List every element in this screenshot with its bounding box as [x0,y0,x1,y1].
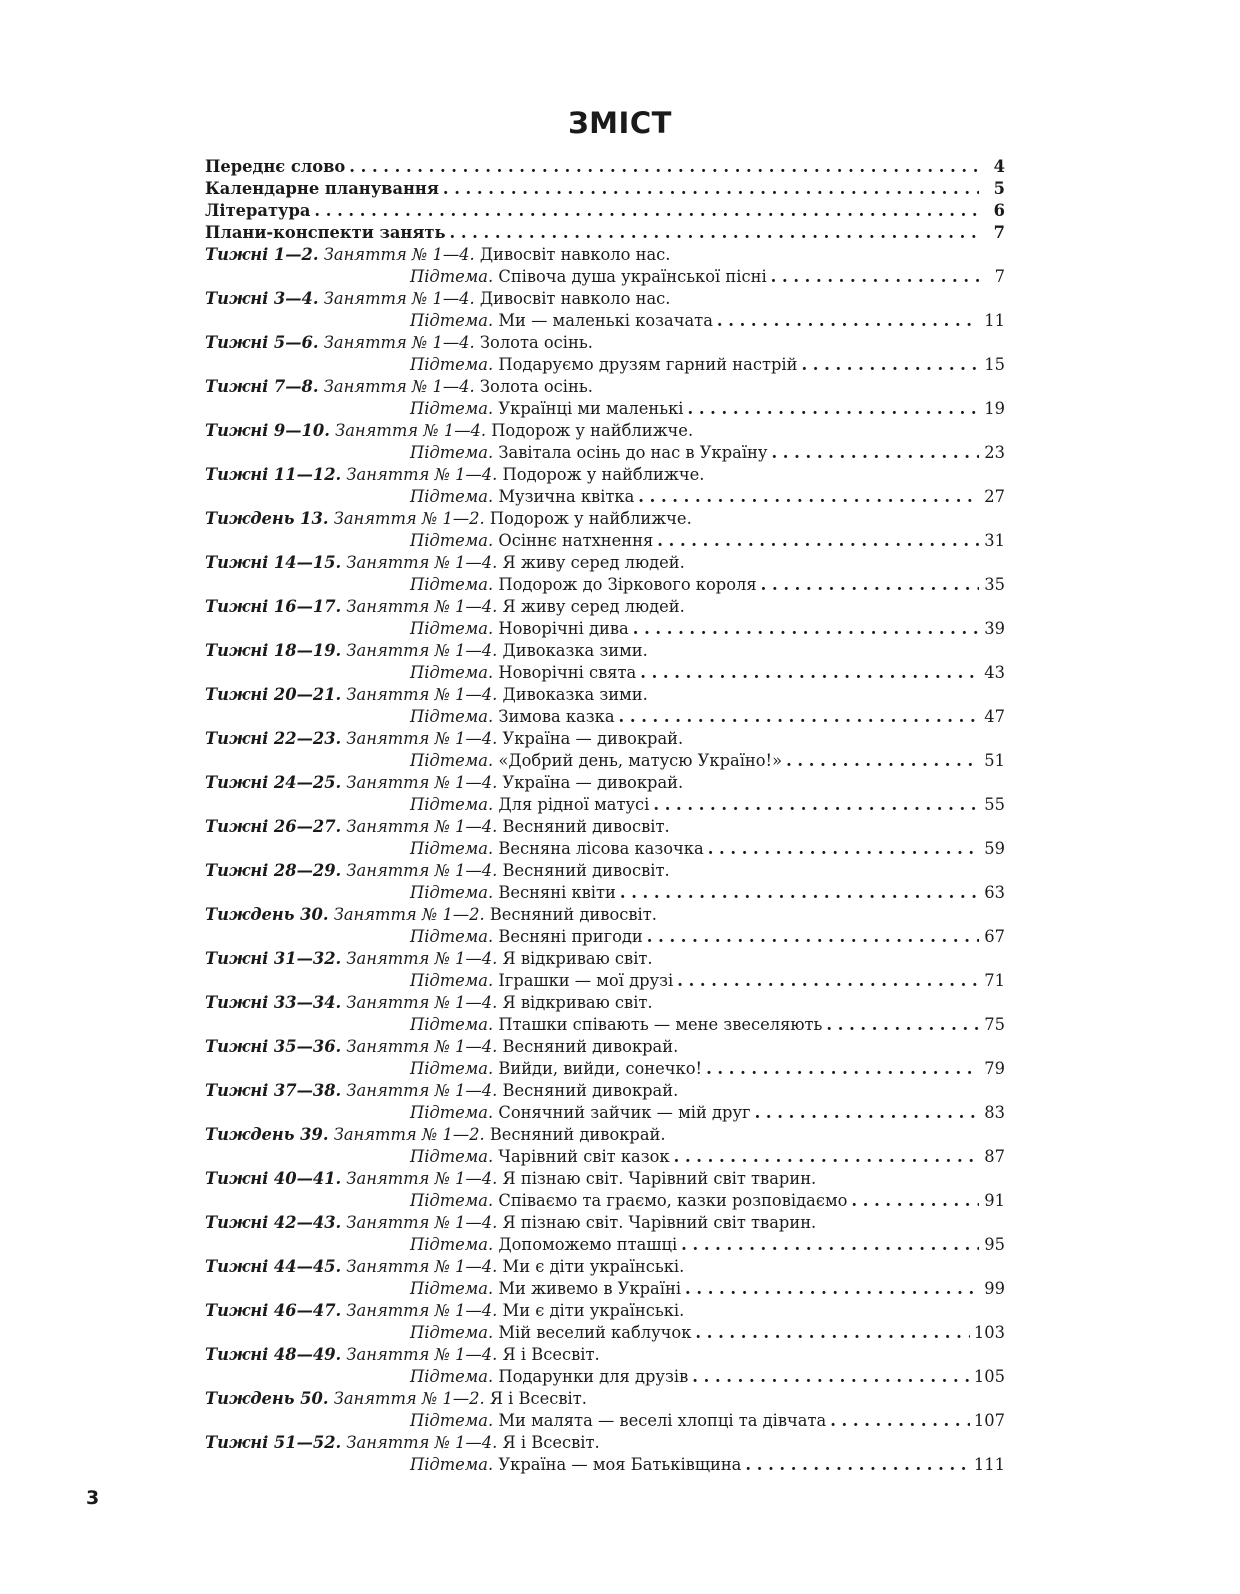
subtopic-entry[interactable] [205,1014,1005,1036]
subtopic-title: Осіннє натхнення [498,531,654,550]
subtopic-prefix: Підтема. [410,311,494,330]
lesson-label: Заняття № 1—4. [323,245,475,264]
theme-label: Подорож у найближче. [491,421,694,440]
week-entry[interactable] [205,1080,1005,1102]
lesson-label: Заняття № 1—4. [346,1433,498,1452]
subtopic-prefix: Підтема. [410,1235,494,1254]
week-entry[interactable] [205,464,1005,486]
subtopic-title: Завітала осінь до нас в Україну [498,443,768,462]
lesson-label: Заняття № 1—4. [346,597,498,616]
subtopic-page: 67 [984,927,1005,946]
subtopic-prefix: Підтема. [410,531,494,550]
subtopic-prefix: Підтема. [410,795,494,814]
subtopic-title: Зимова казка [498,707,615,726]
week-label: Тижні 18—19. [205,641,342,660]
dot-leader [443,178,979,200]
subtopic-entry[interactable] [205,1322,1005,1344]
week-label: Тижні 22—23. [205,729,342,748]
subtopic-prefix: Підтема. [410,1367,494,1386]
subtopic-title: Чарівний світ казок [498,1147,670,1166]
subtopic-entry[interactable] [205,1410,1005,1432]
subtopic-entry[interactable] [205,266,1005,288]
subtopic-entry[interactable] [205,1102,1005,1124]
week-label: Тижні 20—21. [205,685,342,704]
week-entry[interactable] [205,948,1005,970]
subtopic-entry[interactable] [205,662,1005,684]
subtopic-prefix: Підтема. [410,1147,494,1166]
subtopic-page: 95 [984,1235,1005,1254]
lesson-label: Заняття № 1—4. [346,1169,498,1188]
theme-label: Весняний дивокрай. [489,1125,666,1144]
subtopic-prefix: Підтема. [410,1323,494,1342]
lesson-label: Заняття № 1—4. [346,465,498,484]
theme-label: Я живу серед людей. [502,597,685,616]
theme-label: Я живу серед людей. [502,553,685,572]
week-entry[interactable] [205,552,1005,574]
table-of-contents [205,156,1005,1476]
week-entry[interactable] [205,1036,1005,1058]
toc-entry-page: 7 [993,223,1005,242]
subtopic-title: Іграшки — мої друзі [498,971,674,990]
subtopic-page: 59 [984,839,1005,858]
week-entry[interactable] [205,420,1005,442]
subtopic-entry[interactable] [205,618,1005,640]
lesson-label: Заняття № 1—4. [346,685,498,704]
week-entry[interactable] [205,1344,1005,1366]
subtopic-prefix: Підтема. [410,751,494,770]
week-entry[interactable] [205,684,1005,706]
subtopic-prefix: Підтема. [410,267,494,286]
week-entry[interactable] [205,816,1005,838]
theme-label: Я відкриваю світ. [502,949,653,968]
week-entry[interactable] [205,992,1005,1014]
dot-leader [647,926,979,948]
subtopic-entry[interactable] [205,1190,1005,1212]
week-label: Тижні 37—38. [205,1081,342,1100]
dot-leader [771,442,979,464]
week-label: Тижні 44—45. [205,1257,342,1276]
week-label: Тижні 5—6. [205,333,319,352]
week-label: Тиждень 39. [205,1125,329,1144]
subtopic-page: 23 [984,443,1005,462]
subtopic-page: 35 [984,575,1005,594]
lesson-label: Заняття № 1—4. [346,949,498,968]
theme-label: Я пізнаю світ. Чарівний світ тварин. [502,1213,817,1232]
dot-leader [688,398,980,420]
lesson-label: Заняття № 1—2. [333,905,485,924]
theme-label: Я і Всесвіт. [502,1433,600,1452]
theme-label: Золота осінь. [479,333,593,352]
lesson-label: Заняття № 1—4. [346,817,498,836]
subtopic-title: Подорож до Зіркового короля [498,575,757,594]
lesson-label: Заняття № 1—4. [323,333,475,352]
subtopic-entry[interactable] [205,574,1005,596]
subtopic-title: Весняна лісова казочка [498,839,704,858]
subtopic-title: Вийди, вийди, сонечко! [498,1059,703,1078]
week-label: Тижні 42—43. [205,1213,342,1232]
subtopic-title: Ми живемо в Україні [498,1279,682,1298]
subtopic-page: 71 [984,971,1005,990]
subtopic-prefix: Підтема. [410,399,494,418]
subtopic-page: 47 [984,707,1005,726]
week-entry[interactable] [205,1124,1005,1146]
subtopic-prefix: Підтема. [410,1279,494,1298]
toc-entry[interactable] [205,156,1005,178]
dot-leader [619,706,979,728]
dot-leader [830,1410,970,1432]
theme-label: Весняний дивокрай. [502,1037,679,1056]
week-label: Тижні 46—47. [205,1301,342,1320]
week-label: Тижні 3—4. [205,289,319,308]
subtopic-entry[interactable] [205,750,1005,772]
week-label: Тижні 16—17. [205,597,342,616]
week-entry[interactable] [205,860,1005,882]
week-label: Тижні 51—52. [205,1433,342,1452]
subtopic-title: Для рідної матусі [498,795,650,814]
dot-leader [692,1366,970,1388]
toc-entry-page: 5 [993,179,1005,198]
subtopic-page: 87 [984,1147,1005,1166]
theme-label: Весняний дивосвіт. [502,861,670,880]
week-entry[interactable] [205,904,1005,926]
lesson-label: Заняття № 1—2. [333,509,485,528]
subtopic-title: Допоможемо пташці [498,1235,678,1254]
week-entry[interactable] [205,596,1005,618]
lesson-label: Заняття № 1—4. [346,1257,498,1276]
subtopic-entry[interactable] [205,970,1005,992]
subtopic-page: 55 [984,795,1005,814]
dot-leader [826,1014,979,1036]
lesson-label: Заняття № 1—2. [333,1389,485,1408]
week-label: Тижні 48—49. [205,1345,342,1364]
theme-label: Весняний дивосвіт. [489,905,657,924]
toc-entry-label: Література [205,201,311,220]
lesson-label: Заняття № 1—4. [346,553,498,572]
dot-leader [708,838,979,860]
dot-leader [653,794,979,816]
theme-label: Україна — дивокрай. [502,729,684,748]
subtopic-entry[interactable] [205,310,1005,332]
theme-label: Весняний дивосвіт. [502,817,670,836]
subtopic-prefix: Підтема. [410,1015,494,1034]
week-entry[interactable] [205,288,1005,310]
subtopic-title: Співоча душа української пісні [498,267,767,286]
subtopic-prefix: Підтема. [410,355,494,374]
week-label: Тижні 31—32. [205,949,342,968]
subtopic-prefix: Підтема. [410,443,494,462]
lesson-label: Заняття № 1—4. [346,1213,498,1232]
page-number: 3 [86,1487,100,1509]
theme-label: Я і Всесвіт. [502,1345,600,1364]
week-entry[interactable] [205,1432,1005,1454]
subtopic-entry[interactable] [205,1146,1005,1168]
subtopic-title: Подарунки для друзів [498,1367,689,1386]
lesson-label: Заняття № 1—4. [346,773,498,792]
lesson-label: Заняття № 1—4. [346,1037,498,1056]
dot-leader [657,530,979,552]
subtopic-entry[interactable] [205,794,1005,816]
subtopic-page: 105 [973,1367,1005,1386]
week-label: Тижні 7—8. [205,377,319,396]
subtopic-title: Мій веселий каблучок [498,1323,692,1342]
lesson-label: Заняття № 1—2. [333,1125,485,1144]
subtopic-page: 79 [984,1059,1005,1078]
subtopic-entry[interactable] [205,1278,1005,1300]
subtopic-entry[interactable] [205,398,1005,420]
week-label: Тижні 33—34. [205,993,342,1012]
theme-label: Весняний дивокрай. [502,1081,679,1100]
week-entry[interactable] [205,728,1005,750]
subtopic-page: 11 [984,311,1005,330]
subtopic-title: Ми малята — веселі хлопці та дівчата [498,1411,827,1430]
subtopic-entry[interactable] [205,530,1005,552]
subtopic-prefix: Підтема. [410,487,494,506]
week-entry[interactable] [205,508,1005,530]
dot-leader [761,574,979,596]
dot-leader [745,1454,970,1476]
subtopic-entry[interactable] [205,706,1005,728]
subtopic-title: Музична квітка [498,487,635,506]
subtopic-entry[interactable] [205,882,1005,904]
subtopic-page: 19 [984,399,1005,418]
subtopic-prefix: Підтема. [410,1059,494,1078]
week-label: Тижні 35—36. [205,1037,342,1056]
toc-entry-page: 6 [993,201,1005,220]
theme-label: Я і Всесвіт. [489,1389,587,1408]
toc-entry-label: Плани-конспекти занять [205,223,446,242]
dot-leader [851,1190,979,1212]
subtopic-title: Подаруємо друзям гарний настрій [498,355,798,374]
subtopic-prefix: Підтема. [410,883,494,902]
subtopic-entry[interactable] [205,1366,1005,1388]
subtopic-title: Сонячний зайчик — мій друг [498,1103,751,1122]
theme-label: Я пізнаю світ. Чарівний світ тварин. [502,1169,817,1188]
dot-leader [640,662,979,684]
theme-label: Золота осінь. [479,377,593,396]
subtopic-page: 15 [984,355,1005,374]
subtopic-entry[interactable] [205,486,1005,508]
subtopic-title: Співаємо та граємо, казки розповідаємо [498,1191,848,1210]
dot-leader [450,222,980,244]
subtopic-title: Новорічні дива [498,619,629,638]
subtopic-prefix: Підтема. [410,1411,494,1430]
week-entry[interactable] [205,1168,1005,1190]
subtopic-prefix: Підтема. [410,619,494,638]
week-label: Тиждень 30. [205,905,329,924]
subtopic-prefix: Підтема. [410,707,494,726]
week-entry[interactable] [205,1212,1005,1234]
theme-label: Дивосвіт навколо нас. [479,245,671,264]
subtopic-entry[interactable] [205,442,1005,464]
toc-entry[interactable] [205,222,1005,244]
subtopic-prefix: Підтема. [410,927,494,946]
dot-leader [677,970,979,992]
subtopic-page: 75 [984,1015,1005,1034]
dot-leader [685,1278,979,1300]
weeks-list [205,244,1005,1476]
subtopic-entry[interactable] [205,1454,1005,1476]
theme-label: Подорож у найближче. [502,465,705,484]
dot-leader [717,310,979,332]
theme-label: Україна — дивокрай. [502,773,684,792]
subtopic-prefix: Підтема. [410,971,494,990]
week-entry[interactable] [205,1388,1005,1410]
subtopic-entry[interactable] [205,354,1005,376]
dot-leader [786,750,979,772]
subtopic-prefix: Підтема. [410,1191,494,1210]
week-entry[interactable] [205,332,1005,354]
toc-entry-label: Переднє слово [205,157,346,176]
subtopic-entry[interactable] [205,838,1005,860]
week-label: Тижні 28—29. [205,861,342,880]
page-title: ЗМІСТ [568,106,672,140]
dot-leader [674,1146,979,1168]
dot-leader [638,486,979,508]
theme-label: Дивоказка зими. [502,641,648,660]
dot-leader [681,1234,979,1256]
subtopic-entry[interactable] [205,1058,1005,1080]
theme-label: Ми є діти українські. [502,1257,685,1276]
dot-leader [706,1058,979,1080]
week-label: Тижні 9—10. [205,421,330,440]
dot-leader [755,1102,979,1124]
subtopic-page: 43 [984,663,1005,682]
toc-entry-page: 4 [993,157,1005,176]
theme-label: Я відкриваю світ. [502,993,653,1012]
week-entry[interactable] [205,1300,1005,1322]
dot-leader [349,156,979,178]
subtopic-prefix: Підтема. [410,663,494,682]
lesson-label: Заняття № 1—4. [335,421,487,440]
theme-label: Подорож у найближче. [489,509,692,528]
subtopic-title: Українці ми маленькі [498,399,684,418]
week-label: Тижні 1—2. [205,245,319,264]
dot-leader [314,200,979,222]
subtopic-page: 31 [984,531,1005,550]
lesson-label: Заняття № 1—4. [346,993,498,1012]
subtopic-title: Ми — маленькі козачата [498,311,713,330]
week-entry[interactable] [205,640,1005,662]
week-label: Тижні 26—27. [205,817,342,836]
subtopic-page: 51 [984,751,1005,770]
subtopic-page: 27 [984,487,1005,506]
lesson-label: Заняття № 1—4. [346,1081,498,1100]
lesson-label: Заняття № 1—4. [346,729,498,748]
subtopic-page: 91 [984,1191,1005,1210]
theme-label: Дивосвіт навколо нас. [479,289,671,308]
week-label: Тиждень 50. [205,1389,329,1408]
lesson-label: Заняття № 1—4. [346,1301,498,1320]
week-label: Тижні 40—41. [205,1169,342,1188]
dot-leader [771,266,979,288]
subtopic-prefix: Підтема. [410,1103,494,1122]
lesson-label: Заняття № 1—4. [346,861,498,880]
subtopic-title: Весняні пригоди [498,927,643,946]
week-entry[interactable] [205,1256,1005,1278]
subtopic-title: Новорічні свята [498,663,637,682]
lesson-label: Заняття № 1—4. [346,641,498,660]
dot-leader [620,882,979,904]
subtopic-prefix: Підтема. [410,1455,494,1474]
toc-entry[interactable] [205,200,1005,222]
subtopic-page: 63 [984,883,1005,902]
subtopic-page: 7 [994,267,1005,286]
theme-label: Дивоказка зими. [502,685,648,704]
theme-label: Ми є діти українські. [502,1301,685,1320]
week-label: Тижні 24—25. [205,773,342,792]
week-label: Тижні 11—12. [205,465,342,484]
subtopic-title: Весняні квіти [498,883,616,902]
subtopic-prefix: Підтема. [410,839,494,858]
subtopic-page: 103 [973,1323,1005,1342]
subtopic-title: Пташки співають — мене звеселяють [498,1015,823,1034]
week-entry[interactable] [205,772,1005,794]
toc-entry-label: Календарне планування [205,179,439,198]
lesson-label: Заняття № 1—4. [323,289,475,308]
week-label: Тижні 14—15. [205,553,342,572]
subtopic-entry[interactable] [205,1234,1005,1256]
lesson-label: Заняття № 1—4. [346,1345,498,1364]
dot-leader [801,354,979,376]
subtopic-page: 99 [984,1279,1005,1298]
subtopic-title: «Добрий день, матусю Україно!» [498,751,783,770]
week-label: Тиждень 13. [205,509,329,528]
subtopic-page: 111 [973,1455,1005,1474]
toc-entry[interactable] [205,178,1005,200]
subtopic-prefix: Підтема. [410,575,494,594]
subtopic-page: 39 [984,619,1005,638]
week-entry[interactable] [205,244,1005,266]
subtopic-page: 83 [984,1103,1005,1122]
subtopic-title: Україна — моя Батьківщина [498,1455,742,1474]
subtopic-entry[interactable] [205,926,1005,948]
lesson-label: Заняття № 1—4. [323,377,475,396]
dot-leader [633,618,979,640]
dot-leader [695,1322,970,1344]
subtopic-page: 107 [973,1411,1005,1430]
week-entry[interactable] [205,376,1005,398]
